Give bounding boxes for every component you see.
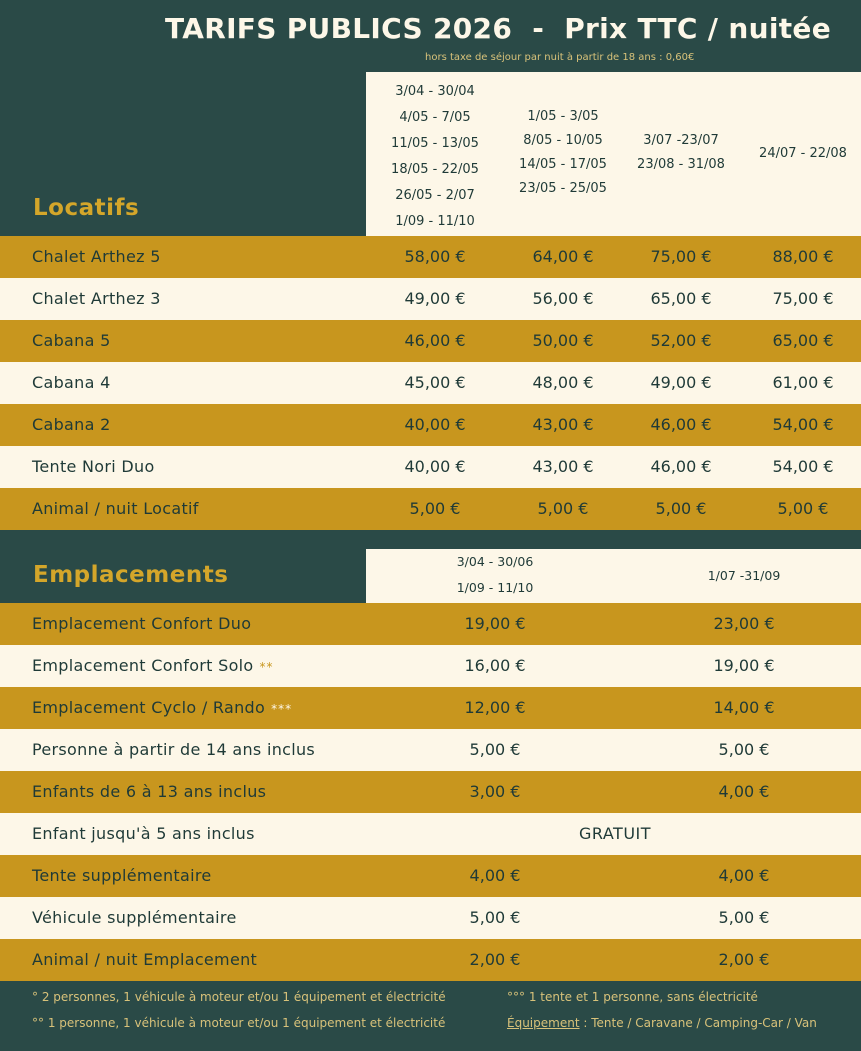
emplacement-row (0, 645, 861, 687)
price-cell: 64,00 € (532, 247, 594, 266)
footnote-4 (507, 1016, 817, 1030)
price-cell: 5,00 € (718, 740, 770, 759)
price-cell: 19,00 € (464, 614, 526, 633)
period-line: 1/07 -31/09 (707, 568, 781, 583)
emplacement-row (0, 687, 861, 729)
period-line: 8/05 - 10/05 (523, 133, 603, 148)
row-label: Animal / nuit Locatif (32, 499, 199, 518)
price-cell: 46,00 € (650, 457, 712, 476)
price-cell: 5,00 € (537, 499, 589, 518)
price-cell: 75,00 € (650, 247, 712, 266)
row-label (32, 645, 274, 688)
price-cell: 23,00 € (713, 614, 775, 633)
emplacement-row (0, 771, 861, 813)
price-cell: 16,00 € (464, 656, 526, 675)
period-line: 24/07 - 22/08 (759, 146, 847, 161)
locatif-row (0, 404, 861, 446)
emplacements-title: Emplacements (33, 562, 229, 588)
emplacement-row (0, 729, 861, 771)
price-cell: 52,00 € (650, 331, 712, 350)
price-cell: 5,00 € (469, 740, 521, 759)
price-cell: 49,00 € (404, 289, 466, 308)
row-label-text: Emplacement Cyclo / Rando (32, 698, 266, 717)
price-cell: 40,00 € (404, 415, 466, 434)
page-title: TARIFS PUBLICS 2026 - Prix TTC / nuitée (165, 12, 831, 45)
row-label (32, 729, 315, 771)
period-line: 18/05 - 22/05 (391, 162, 479, 177)
price-cell: 56,00 € (532, 289, 594, 308)
price-cell: 5,00 € (655, 499, 707, 518)
price-cell: 46,00 € (650, 415, 712, 434)
price-cell: 49,00 € (650, 373, 712, 392)
price-cell-merged: GRATUIT (578, 824, 652, 843)
row-label-text: Enfant jusqu'à 5 ans inclus (32, 824, 255, 843)
locatif-row (0, 362, 861, 404)
price-cell: 65,00 € (772, 331, 834, 350)
price-cell: 48,00 € (532, 373, 594, 392)
footnote-marker: *** (271, 702, 293, 716)
locatif-period-4 (733, 141, 861, 167)
price-cell: 5,00 € (469, 908, 521, 927)
period-line: 23/08 - 31/08 (637, 157, 725, 172)
row-label: Chalet Arthez 3 (32, 289, 161, 308)
period-line: 14/05 - 17/05 (519, 157, 607, 172)
price-cell: 4,00 € (469, 866, 521, 885)
row-label-text: Personne à partir de 14 ans inclus (32, 740, 316, 759)
price-cell: 50,00 € (532, 331, 594, 350)
row-label (32, 687, 292, 730)
row-label: Cabana 5 (32, 331, 111, 350)
price-cell: 2,00 € (718, 950, 770, 969)
row-label-text: Véhicule supplémentaire (32, 908, 237, 927)
row-label (32, 855, 211, 897)
price-cell: 61,00 € (772, 373, 834, 392)
price-cell: 12,00 € (464, 698, 526, 717)
period-line: 23/05 - 25/05 (519, 181, 607, 196)
period-line: 4/05 - 7/05 (399, 110, 471, 125)
footnote-4-label: Équipement (507, 1016, 580, 1030)
price-cell: 75,00 € (772, 289, 834, 308)
price-cell: 4,00 € (718, 866, 770, 885)
locatif-row (0, 320, 861, 362)
row-label (32, 771, 266, 813)
emplacement-row (0, 855, 861, 897)
price-cell: 3,00 € (469, 782, 521, 801)
emplacement-row (0, 813, 861, 855)
price-cell: 54,00 € (772, 457, 834, 476)
row-label: Cabana 4 (32, 373, 111, 392)
price-cell: 5,00 € (409, 499, 461, 518)
price-cell: 2,00 € (469, 950, 521, 969)
row-label-text: Emplacement Confort Duo (32, 614, 252, 633)
row-label-text: Emplacement Confort Solo (32, 656, 254, 675)
emplacement-row (0, 897, 861, 939)
locatif-period-3 (611, 129, 751, 177)
price-cell: 4,00 € (718, 782, 770, 801)
row-label (32, 813, 255, 855)
footnote-3: °°° 1 tente et 1 personne, sans électricité (507, 990, 758, 1004)
price-cell: 14,00 € (713, 698, 775, 717)
period-line: 3/04 - 30/04 (395, 84, 475, 99)
period-line: 1/09 - 11/10 (456, 580, 534, 595)
row-label: Cabana 2 (32, 415, 111, 434)
price-cell: 45,00 € (404, 373, 466, 392)
row-label: Tente Nori Duo (32, 457, 155, 476)
emplacement-period-1 (405, 549, 585, 601)
period-line: 3/04 - 30/06 (456, 554, 534, 569)
footnote-marker: ** (259, 660, 274, 674)
price-cell: 88,00 € (772, 247, 834, 266)
tax-note: hors taxe de séjour par nuit à partir de 18 ans : 0,60€ (425, 52, 695, 63)
price-cell: 19,00 € (713, 656, 775, 675)
price-cell: 5,00 € (718, 908, 770, 927)
footnote-1: ° 2 personnes, 1 véhicule à moteur et/ou 1 équipement et électricité (32, 990, 446, 1004)
emplacement-period-2 (654, 563, 834, 589)
locatif-row (0, 236, 861, 278)
price-cell: 54,00 € (772, 415, 834, 434)
price-cell: 5,00 € (777, 499, 829, 518)
locatif-row (0, 488, 861, 530)
period-line: 26/05 - 2/07 (395, 188, 475, 203)
price-cell: 58,00 € (404, 247, 466, 266)
row-label-text: Tente supplémentaire (32, 866, 212, 885)
row-label (32, 897, 237, 939)
period-line: 11/05 - 13/05 (391, 136, 479, 151)
price-cell: 46,00 € (404, 331, 466, 350)
row-label-text: Enfants de 6 à 13 ans inclus (32, 782, 267, 801)
row-label (32, 939, 257, 981)
price-cell: 43,00 € (532, 457, 594, 476)
emplacement-row (0, 939, 861, 981)
row-label (32, 603, 251, 645)
period-line: 1/05 - 3/05 (527, 109, 599, 124)
period-line: 1/09 - 11/10 (395, 214, 475, 229)
footnote-2: °° 1 personne, 1 véhicule à moteur et/ou 1 équipement et électricité (32, 1016, 446, 1030)
locatif-period-1 (365, 79, 505, 235)
row-label-text: Animal / nuit Emplacement (32, 950, 258, 969)
locatifs-title: Locatifs (33, 195, 140, 221)
price-cell: 65,00 € (650, 289, 712, 308)
price-cell: 40,00 € (404, 457, 466, 476)
footnote-4-text: : Tente / Caravane / Camping-Car / Van (579, 1016, 817, 1030)
locatif-row (0, 446, 861, 488)
period-line: 3/07 -23/07 (643, 133, 719, 148)
row-label: Chalet Arthez 5 (32, 247, 161, 266)
price-cell: 43,00 € (532, 415, 594, 434)
locatif-row (0, 278, 861, 320)
emplacement-row (0, 603, 861, 645)
